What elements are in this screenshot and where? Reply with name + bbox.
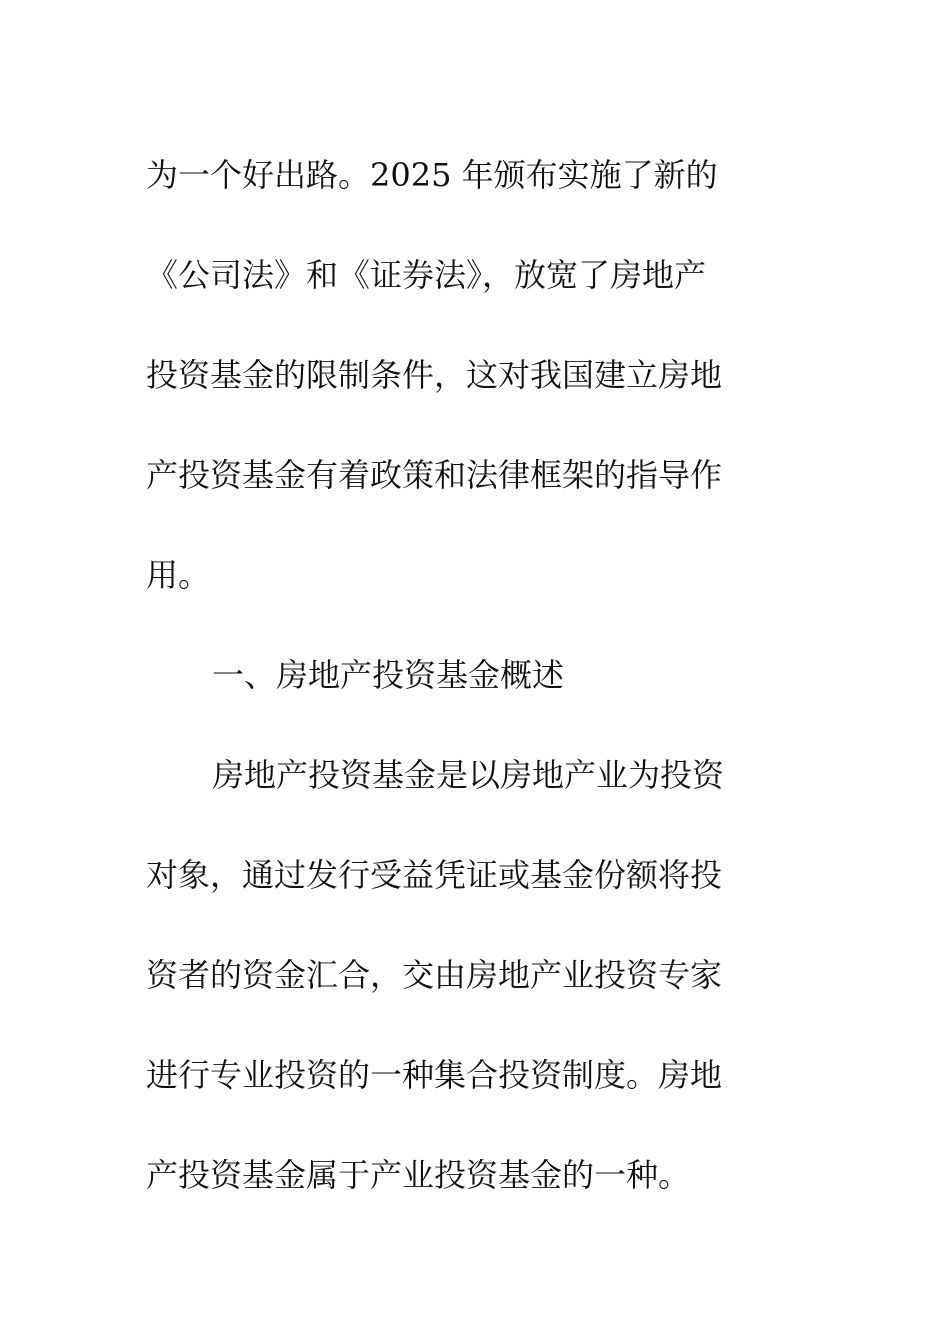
paragraph-line: 投资基金的限制条件，这对我国建立房地	[146, 356, 723, 394]
paragraph-line: 产投资基金有着政策和法律框架的指导作	[146, 456, 723, 494]
paragraph-line: 房地产投资基金是以房地产业为投资	[212, 756, 725, 794]
paragraph-line: 《公司法》和《证券法》，放宽了房地产	[146, 256, 707, 294]
document-body	[146, 125, 786, 1225]
paragraph-line: 对象，通过发行受益凭证或基金份额将投	[146, 856, 723, 894]
section-heading: 一、房地产投资基金概述	[212, 656, 565, 694]
paragraph-line: 资者的资金汇合，交由房地产业投资专家	[146, 956, 723, 994]
paragraph-line: 进行专业投资的一种集合投资制度。房地	[146, 1056, 723, 1094]
paragraph-line: 产投资基金属于产业投资基金的一种。	[146, 1156, 691, 1194]
paragraph-line: 用。	[146, 556, 211, 594]
paragraph-line: 为一个好出路。2025 年颁布实施了新的	[146, 156, 718, 194]
